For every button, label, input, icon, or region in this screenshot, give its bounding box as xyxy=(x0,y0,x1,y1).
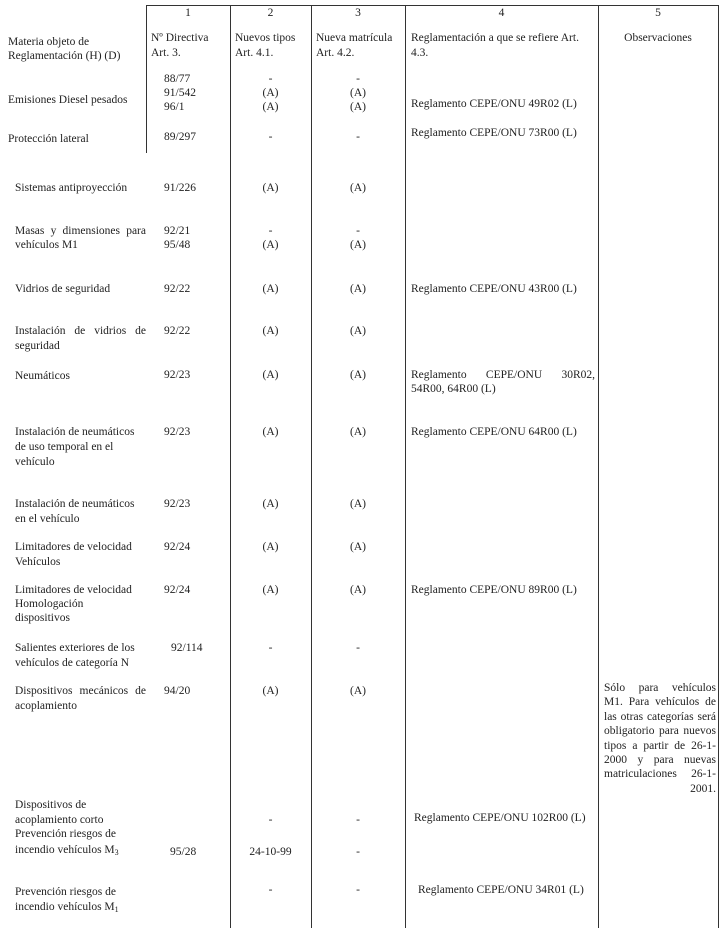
row-13-materia-1: acoplamiento corto xyxy=(15,814,104,826)
row-0-materia-0: Emisiones Diesel pesados xyxy=(8,94,128,106)
observaciones-line: M1. Para vehículos de xyxy=(604,696,716,709)
row-15-materia-0: Prevención riesgos de xyxy=(15,886,116,898)
col-number-5: 5 xyxy=(655,7,661,19)
row-8-materia-0: Instalación de neumáticos xyxy=(15,498,135,510)
row-2-nuevos-0: (A) xyxy=(262,182,279,194)
row-7-materia-1: de uso temporal en el xyxy=(15,441,114,453)
row-3-materia-1: vehículos M1 xyxy=(15,239,78,251)
row-12-nuevos-0: (A) xyxy=(262,685,279,697)
row-0-nuevos-2: (A) xyxy=(262,101,279,113)
row-13-reglamento-0: Reglamento CEPE/ONU 102R00 (L) xyxy=(414,812,586,824)
row-1-directiva-0: 89/297 xyxy=(164,131,196,143)
row-11-matricula-0: - xyxy=(356,642,360,654)
row-0-matricula-2: (A) xyxy=(350,101,366,113)
observaciones-line: tipos a partir de 26-1- xyxy=(604,739,716,752)
header-col2-2: Art. 4.1. xyxy=(235,47,274,59)
header-col3-1: Nueva matrícula xyxy=(316,32,393,44)
row-7-nuevos-0: (A) xyxy=(262,426,279,438)
header-col3-2: Art. 4.2. xyxy=(316,47,355,59)
row-11-nuevos-0: - xyxy=(268,642,273,654)
row-2-directiva-0: 91/226 xyxy=(164,182,196,194)
header-col2-1: Nuevos tipos xyxy=(235,32,296,44)
row-2-matricula-0: (A) xyxy=(350,182,366,194)
row-12-directiva-0: 94/20 xyxy=(164,685,191,697)
row-12-materia-0: Dispositivos mecánicos de xyxy=(15,685,146,697)
row-10-matricula-0: (A) xyxy=(350,584,366,596)
row-1-reglamento-0: Reglamento CEPE/ONU 73R00 (L) xyxy=(411,127,577,139)
row-4-directiva-0: 92/22 xyxy=(164,283,191,295)
row-0-matricula-1: (A) xyxy=(350,87,366,99)
column-divider-6 xyxy=(718,5,719,928)
row-11-materia-1: vehículos de categoría N xyxy=(15,657,129,669)
row-6-reglamento-0: Reglamento CEPE/ONU 30R02, xyxy=(411,369,595,381)
row-15-materia-sub: 1 xyxy=(114,905,119,914)
row-9-nuevos-0: (A) xyxy=(262,541,279,553)
row-2-materia-0: Sistemas antiproyección xyxy=(15,182,128,194)
row-0-directiva-1: 91/542 xyxy=(164,87,196,99)
header-col4-1: Reglamentación a que se refiere Art. xyxy=(411,32,579,44)
header-col1-2: Art. 3. xyxy=(151,47,181,59)
row-5-materia-1: seguridad xyxy=(15,340,60,352)
row-14-materia-text: incendio vehículos M xyxy=(15,844,115,856)
row-9-matricula-0: (A) xyxy=(350,541,366,553)
col-number-2: 2 xyxy=(267,7,274,19)
row-10-materia-1: Homologación xyxy=(15,598,84,610)
column-divider-5 xyxy=(598,5,599,928)
row-9-directiva-0: 92/24 xyxy=(164,541,191,553)
row-8-nuevos-0: (A) xyxy=(262,498,279,510)
row-4-reglamento-0: Reglamento CEPE/ONU 43R00 (L) xyxy=(411,283,577,295)
row-7-materia-2: vehículo xyxy=(15,456,55,468)
row-10-reglamento-0: Reglamento CEPE/ONU 89R00 (L) xyxy=(411,584,577,596)
row-0-matricula-0: - xyxy=(356,73,360,85)
row-7-materia-0: Instalación de neumáticos xyxy=(15,426,135,438)
row-8-directiva-0: 92/23 xyxy=(164,498,191,510)
observaciones-line: Sólo para vehículos xyxy=(604,682,716,694)
row-6-nuevos-0: (A) xyxy=(262,369,279,381)
row-9-materia-0: Limitadores de velocidad xyxy=(15,541,132,553)
row-14-matricula-0: - xyxy=(356,846,360,858)
row-8-materia-1: en el vehículo xyxy=(15,513,80,525)
row-3-materia-0: Masas y dimensiones para xyxy=(15,225,146,237)
row-3-matricula-1: (A) xyxy=(350,239,366,251)
row-15-materia-text: incendio vehículos M xyxy=(15,901,115,913)
column-divider-1 xyxy=(146,5,147,153)
observaciones-line: 2000 y para nuevas xyxy=(604,754,716,767)
row-15-matricula-0: - xyxy=(356,884,360,896)
col-number-4: 4 xyxy=(498,7,505,19)
row-13-materia-0: Dispositivos de xyxy=(15,799,87,811)
observaciones-line: obligatorio para nuevos xyxy=(604,725,716,738)
row-3-matricula-0: - xyxy=(356,225,360,237)
row-5-directiva-0: 92/22 xyxy=(164,325,191,337)
row-0-directiva-0: 88/77 xyxy=(164,73,191,85)
row-7-matricula-0: (A) xyxy=(350,426,366,438)
row-12-observaciones xyxy=(604,681,716,796)
row-7-directiva-0: 92/23 xyxy=(164,426,191,438)
row-1-matricula-0: - xyxy=(356,131,360,143)
header-col5: Observaciones xyxy=(624,32,692,44)
col-number-3: 3 xyxy=(355,7,361,19)
row-13-matricula-0: - xyxy=(356,814,360,826)
row-10-nuevos-0: (A) xyxy=(262,584,279,596)
row-3-directiva-0: 92/21 xyxy=(164,225,191,237)
row-15-reglamento-0: Reglamento CEPE/ONU 34R01 (L) xyxy=(418,884,584,896)
row-1-materia-0: Protección lateral xyxy=(8,133,89,145)
row-10-materia-0: Limitadores de velocidad xyxy=(15,584,132,596)
header-col1-1: Nº Directiva xyxy=(151,32,209,44)
row-3-directiva-1: 95/48 xyxy=(164,239,191,251)
row-4-matricula-0: (A) xyxy=(350,283,366,295)
row-12-materia-1: acoplamiento xyxy=(15,700,77,712)
row-6-materia-0: Neumáticos xyxy=(15,370,70,382)
row-1-nuevos-0: - xyxy=(268,131,273,143)
column-divider-4 xyxy=(405,5,406,928)
row-8-matricula-0: (A) xyxy=(350,498,366,510)
row-14-materia-1 xyxy=(15,843,119,857)
observaciones-line: matriculaciones 26-1- xyxy=(604,768,716,781)
row-0-reglamento-0: Reglamento CEPE/ONU 49R02 (L) xyxy=(411,98,577,110)
row-14-materia-sub: 3 xyxy=(114,848,119,857)
row-14-materia-0: Prevención riesgos de xyxy=(15,828,116,840)
row-10-directiva-0: 92/24 xyxy=(164,584,191,596)
row-15-nuevos-0: - xyxy=(268,884,273,896)
header-materia-2: Reglamentación (H) (D) xyxy=(8,50,121,62)
row-6-matricula-0: (A) xyxy=(350,369,366,381)
row-0-directiva-2: 96/1 xyxy=(164,101,185,113)
row-11-directiva-0: 92/114 xyxy=(171,642,203,654)
row-5-materia-0: Instalación de vidrios de xyxy=(15,325,146,337)
row-11-materia-0: Salientes exteriores de los xyxy=(15,642,135,654)
observaciones-line: 2001. xyxy=(690,782,716,795)
row-4-materia-0: Vidrios de seguridad xyxy=(15,283,111,295)
row-12-matricula-0: (A) xyxy=(350,685,366,697)
row-5-matricula-0: (A) xyxy=(350,325,366,337)
row-0-nuevos-0: - xyxy=(268,73,273,85)
row-10-materia-2: dispositivos xyxy=(15,612,70,624)
row-7-reglamento-0: Reglamento CEPE/ONU 64R00 (L) xyxy=(411,426,577,438)
row-5-nuevos-0: (A) xyxy=(262,325,279,337)
row-9-materia-1: Vehículos xyxy=(15,556,61,568)
row-0-nuevos-1: (A) xyxy=(262,87,279,99)
row-6-directiva-0: 92/23 xyxy=(164,369,191,381)
header-materia-1: Materia objeto de xyxy=(8,36,90,48)
row-3-nuevos-1: (A) xyxy=(262,239,279,251)
row-15-materia-1 xyxy=(15,900,119,914)
observaciones-line: las otras categorías será xyxy=(604,710,716,723)
row-13-nuevos-0: - xyxy=(268,814,273,826)
row-14-nuevos-0: 24-10-99 xyxy=(249,846,292,858)
header-col4-2: 4.3. xyxy=(411,47,429,59)
col-number-1: 1 xyxy=(185,7,191,19)
row-3-nuevos-0: - xyxy=(268,225,273,237)
row-6-reglamento-1: 54R00, 64R00 (L) xyxy=(411,383,496,395)
row-14-directiva-0: 95/28 xyxy=(170,846,197,858)
row-4-nuevos-0: (A) xyxy=(262,283,279,295)
